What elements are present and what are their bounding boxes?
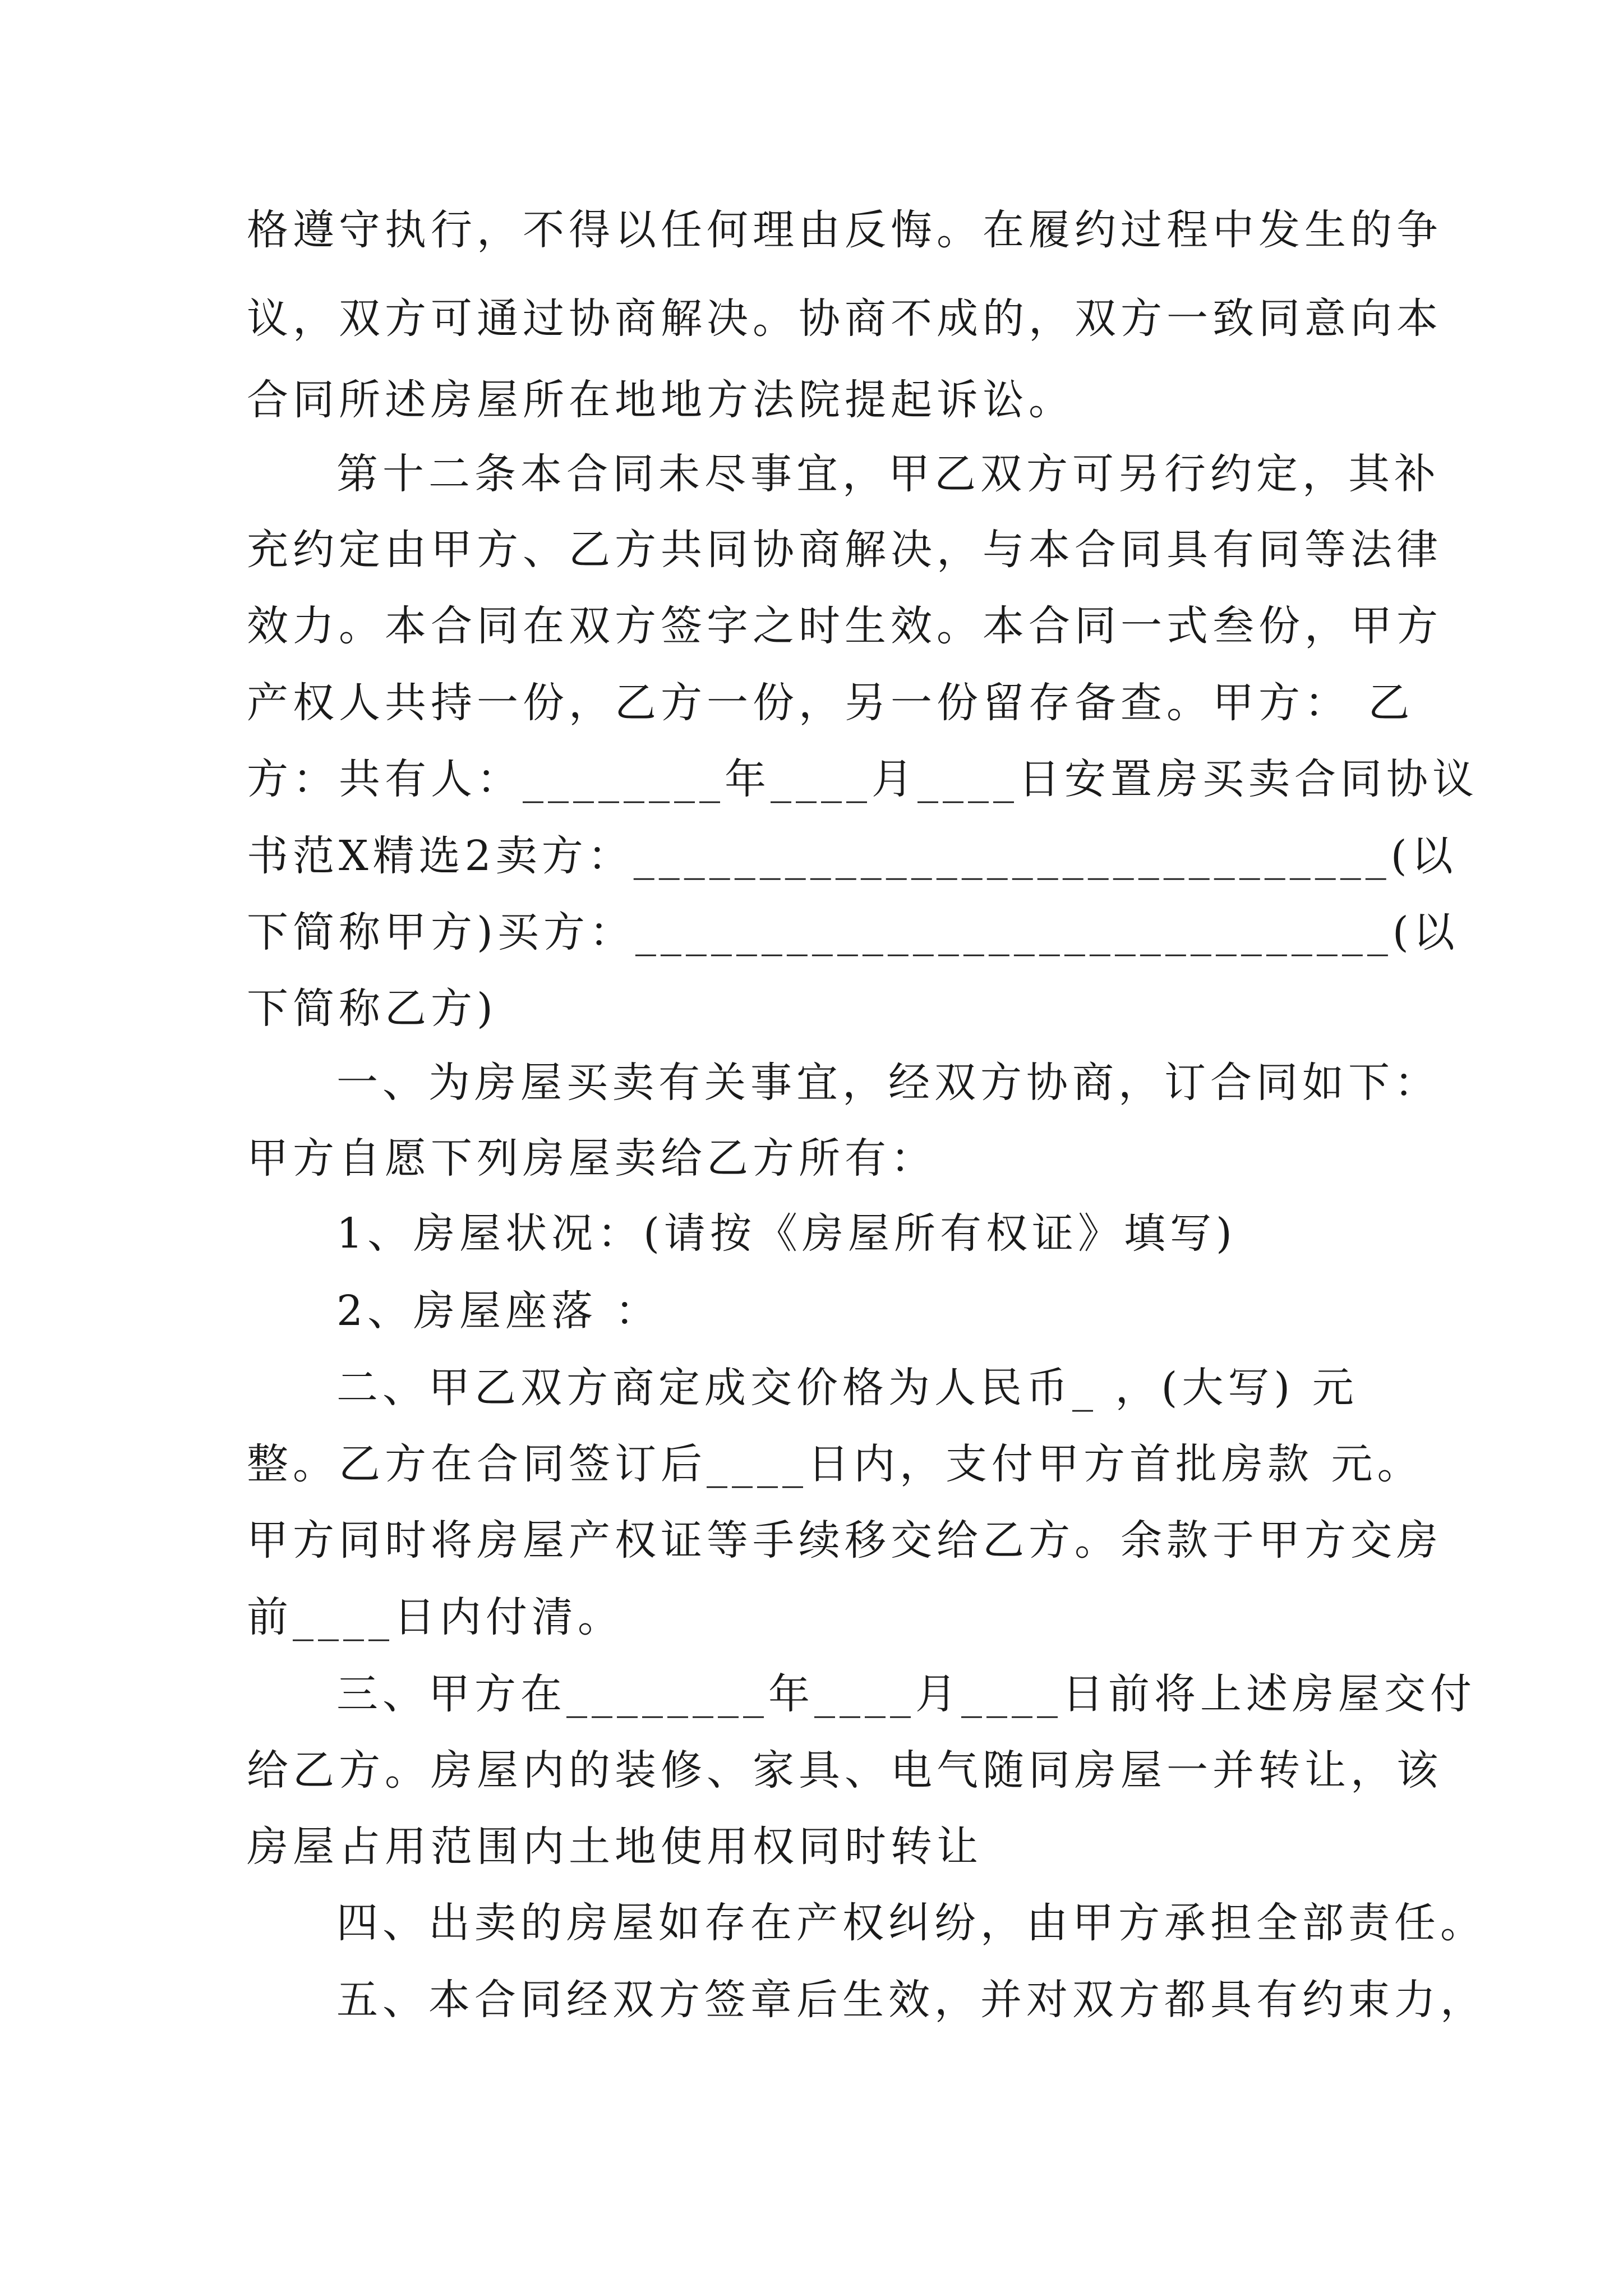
text-line: 五、本合同经双方签章后生效，并对双方都具有约束力， [336, 1976, 1486, 2024]
text-line: 第十二条本合同未尽事宜，甲乙双方可另行约定，其补 [336, 450, 1440, 498]
text-line: 前____日内付清。 [247, 1593, 624, 1641]
text-line: 格遵守执行，不得以任何理由反悔。在履约过程中发生的争 [247, 206, 1442, 254]
text-line: 一、为房屋买卖有关事宜，经双方协商，订合同如下： [336, 1059, 1440, 1107]
text-line: 四、出卖的房屋如存在产权纠纷，由甲方承担全部责任。 [336, 1899, 1486, 1947]
text-line: 甲方同时将房屋产权证等手续移交给乙方。余款于甲方交房 [247, 1516, 1442, 1565]
text-line: 议，双方可通过协商解决。协商不成的，双方一致同意向本 [247, 295, 1442, 343]
text-line: 房屋占用范围内土地使用权同时转让 [247, 1823, 983, 1871]
text-line: 方：共有人：________年____月____日安置房买卖合同协议 [247, 755, 1478, 803]
text-line: 充约定由甲方、乙方共同协商解决，与本合同具有同等法律 [247, 526, 1442, 574]
text-line: 书范X精选2卖方：______________________________(以 [247, 832, 1458, 880]
text-line: 效力。本合同在双方签字之时生效。本合同一式叁份，甲方 [247, 602, 1442, 650]
text-line: 1、房屋状况：(请按《房屋所有权证》填写) [336, 1209, 1237, 1258]
text-line: 产权人共持一份，乙方一份，另一份留存备查。甲方： 乙 [247, 679, 1414, 727]
text-line: 合同所述房屋所在地地方法院提起诉讼。 [247, 376, 1075, 424]
text-line: 给乙方。房屋内的装修、家具、电气随同房屋一并转让，该 [247, 1746, 1442, 1795]
text-line: 下简称甲方)买方：______________________________(以 [247, 908, 1459, 956]
text-line: 整。乙方在合同签订后____日内，支付甲方首批房款 元。 [247, 1440, 1423, 1488]
text-line: 2、房屋座落 ： [336, 1287, 661, 1335]
text-line: 三、甲方在________年____月____日前将上述房屋交付 [336, 1670, 1476, 1718]
text-line: 二、甲乙双方商定成交价格为人民币_ ，(大写) 元 [336, 1364, 1358, 1412]
text-line: 下简称乙方) [247, 984, 497, 1033]
text-line: 甲方自愿下列房屋卖给乙方所有： [247, 1134, 937, 1182]
